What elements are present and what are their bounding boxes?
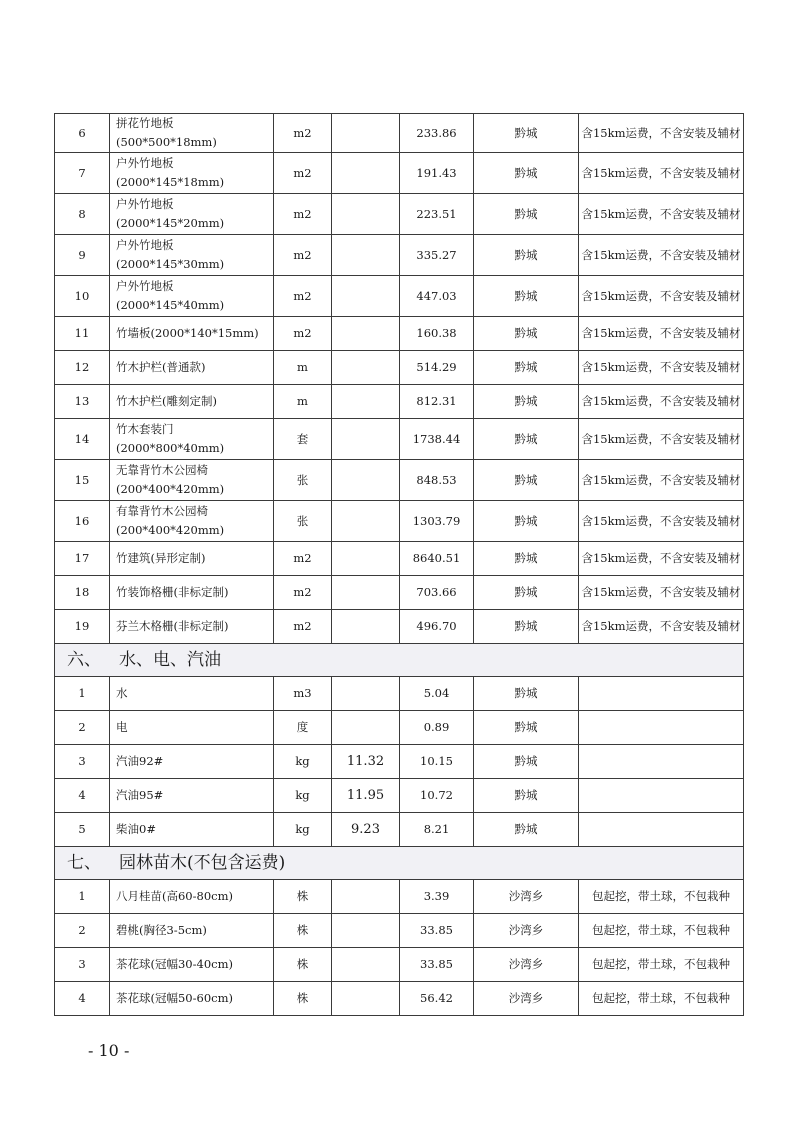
table-row (55, 153, 744, 194)
cell-place: 黔城 (474, 317, 579, 351)
table-row (55, 914, 744, 948)
cell-unit: 株 (274, 982, 332, 1016)
cell-unit: m2 (274, 542, 332, 576)
cell-extra-price (332, 460, 400, 501)
cell-number: 18 (55, 576, 110, 610)
cell-extra-price: 11.32 (332, 745, 400, 779)
cell-extra-price (332, 276, 400, 317)
cell-name (110, 542, 274, 576)
table-row (55, 419, 744, 460)
cell-price: 0.89 (400, 711, 474, 745)
cell-number: 8 (55, 194, 110, 235)
cell-unit: 株 (274, 880, 332, 914)
table-row (55, 385, 744, 419)
name-line: 水 (116, 686, 128, 700)
cell-note: 含15km运费，不含安装及辅材 (579, 194, 744, 235)
cell-extra-price (332, 419, 400, 460)
cell-price: 191.43 (400, 153, 474, 194)
cell-unit: m (274, 351, 332, 385)
table-row (55, 813, 744, 847)
cell-extra-price (332, 385, 400, 419)
table-row (55, 460, 744, 501)
section-title: 水、电、汽油 (119, 649, 221, 670)
name-line: 竹建筑(异形定制) (116, 551, 206, 565)
bamboo-products-rows (55, 114, 744, 644)
cell-extra-price: 9.23 (332, 813, 400, 847)
section-heading (55, 847, 744, 880)
cell-note (579, 779, 744, 813)
cell-name (110, 235, 274, 276)
name-line: 竹装饰格栅(非标定制) (116, 585, 229, 599)
name-line: 竹墙板(2000*140*15mm) (116, 326, 259, 340)
cell-unit: 株 (274, 914, 332, 948)
cell-number: 11 (55, 317, 110, 351)
name-line: (2000*145*18mm) (116, 175, 225, 189)
cell-number: 6 (55, 114, 110, 153)
cell-place: 黔城 (474, 501, 579, 542)
cell-number: 3 (55, 745, 110, 779)
name-line: 有靠背竹木公园椅 (116, 504, 208, 518)
name-line: 碧桃(胸径3-5cm) (116, 923, 207, 937)
cell-price: 33.85 (400, 914, 474, 948)
name-line: (2000*145*40mm) (116, 298, 225, 312)
section-number: 六、 (67, 649, 101, 670)
cell-place: 黔城 (474, 711, 579, 745)
cell-place: 黔城 (474, 745, 579, 779)
name-line: (200*400*420mm) (116, 523, 225, 537)
cell-price: 3.39 (400, 880, 474, 914)
name-line: 八月桂苗(高60-80cm) (116, 889, 233, 903)
cell-extra-price (332, 948, 400, 982)
cell-name (110, 813, 274, 847)
cell-note: 包起挖，带土球，不包栽种 (579, 982, 744, 1016)
table-row (55, 114, 744, 153)
cell-name (110, 948, 274, 982)
name-line: 电 (116, 720, 128, 734)
cell-note: 含15km运费，不含安装及辅材 (579, 610, 744, 644)
cell-place: 黔城 (474, 419, 579, 460)
table-row (55, 948, 744, 982)
cell-extra-price (332, 194, 400, 235)
cell-note: 含15km运费，不含安装及辅材 (579, 351, 744, 385)
cell-price: 703.66 (400, 576, 474, 610)
name-line: 竹木护栏(雕刻定制) (116, 394, 217, 408)
cell-number: 9 (55, 235, 110, 276)
cell-price: 160.38 (400, 317, 474, 351)
cell-number: 12 (55, 351, 110, 385)
cell-unit: m2 (274, 153, 332, 194)
cell-name (110, 677, 274, 711)
table-row (55, 501, 744, 542)
section-heading (55, 644, 744, 677)
cell-place: 沙湾乡 (474, 914, 579, 948)
table-row (55, 880, 744, 914)
cell-place: 黔城 (474, 576, 579, 610)
cell-extra-price (332, 235, 400, 276)
name-line: 户外竹地板 (116, 156, 174, 170)
cell-note: 含15km运费，不含安装及辅材 (579, 385, 744, 419)
cell-note (579, 711, 744, 745)
cell-place: 黔城 (474, 779, 579, 813)
cell-place: 黔城 (474, 677, 579, 711)
cell-unit: m2 (274, 576, 332, 610)
cell-unit: m2 (274, 114, 332, 153)
name-line: (2000*145*30mm) (116, 257, 225, 271)
name-line: (200*400*420mm) (116, 482, 225, 496)
cell-place: 沙湾乡 (474, 982, 579, 1016)
cell-place: 黔城 (474, 542, 579, 576)
cell-extra-price (332, 711, 400, 745)
cell-name (110, 385, 274, 419)
cell-note: 含15km运费，不含安装及辅材 (579, 501, 744, 542)
cell-number: 7 (55, 153, 110, 194)
cell-price: 33.85 (400, 948, 474, 982)
name-line: 竹木套装门 (116, 422, 174, 436)
cell-unit: kg (274, 779, 332, 813)
cell-name (110, 914, 274, 948)
cell-place: 黔城 (474, 351, 579, 385)
cell-number: 1 (55, 677, 110, 711)
cell-note: 含15km运费，不含安装及辅材 (579, 460, 744, 501)
cell-extra-price (332, 317, 400, 351)
cell-name (110, 779, 274, 813)
cell-price: 10.15 (400, 745, 474, 779)
cell-note: 含15km运费，不含安装及辅材 (579, 153, 744, 194)
cell-place: 黔城 (474, 385, 579, 419)
table-row (55, 276, 744, 317)
cell-name (110, 880, 274, 914)
cell-unit: m2 (274, 235, 332, 276)
cell-price: 5.04 (400, 677, 474, 711)
cell-price: 8640.51 (400, 542, 474, 576)
cell-unit: m2 (274, 610, 332, 644)
cell-number: 14 (55, 419, 110, 460)
name-line: (2000*145*20mm) (116, 216, 225, 230)
cell-unit: kg (274, 745, 332, 779)
cell-name (110, 982, 274, 1016)
name-line: 茶花球(冠幅30-40cm) (116, 957, 233, 971)
name-line: 汽油92# (116, 754, 164, 768)
name-line: 茶花球(冠幅50-60cm) (116, 991, 233, 1005)
cell-price: 514.29 (400, 351, 474, 385)
cell-extra-price (332, 114, 400, 153)
cell-note: 含15km运费，不含安装及辅材 (579, 235, 744, 276)
page-number: - 10 - (88, 1041, 130, 1060)
cell-unit: 张 (274, 501, 332, 542)
cell-name (110, 460, 274, 501)
cell-extra-price (332, 677, 400, 711)
table-row (55, 745, 744, 779)
cell-extra-price (332, 501, 400, 542)
cell-number: 2 (55, 914, 110, 948)
cell-unit: 度 (274, 711, 332, 745)
cell-name (110, 419, 274, 460)
cell-note: 包起挖，带土球，不包栽种 (579, 914, 744, 948)
cell-place: 沙湾乡 (474, 880, 579, 914)
cell-price: 10.72 (400, 779, 474, 813)
name-line: 柴油0# (116, 822, 156, 836)
cell-unit: m (274, 385, 332, 419)
cell-number: 2 (55, 711, 110, 745)
section-header (55, 644, 744, 677)
cell-extra-price (332, 576, 400, 610)
cell-place: 黔城 (474, 114, 579, 153)
price-table (54, 113, 744, 1016)
cell-name (110, 153, 274, 194)
cell-number: 19 (55, 610, 110, 644)
cell-extra-price (332, 914, 400, 948)
cell-unit: kg (274, 813, 332, 847)
cell-note: 包起挖，带土球，不包栽种 (579, 948, 744, 982)
cell-number: 15 (55, 460, 110, 501)
cell-price: 56.42 (400, 982, 474, 1016)
cell-name (110, 576, 274, 610)
cell-number: 3 (55, 948, 110, 982)
table-row (55, 610, 744, 644)
cell-price: 848.53 (400, 460, 474, 501)
cell-number: 16 (55, 501, 110, 542)
cell-number: 17 (55, 542, 110, 576)
cell-price: 812.31 (400, 385, 474, 419)
section-header (55, 847, 744, 880)
plant-rows (55, 880, 744, 1016)
table-row (55, 982, 744, 1016)
table-row (55, 194, 744, 235)
cell-note: 含15km运费，不含安装及辅材 (579, 276, 744, 317)
section-seven (55, 847, 744, 880)
cell-number: 4 (55, 982, 110, 1016)
name-line: 户外竹地板 (116, 238, 174, 252)
name-line: 拼花竹地板(500*500*18mm) (116, 116, 217, 149)
cell-unit: 张 (274, 460, 332, 501)
cell-unit: 株 (274, 948, 332, 982)
cell-note: 含15km运费，不含安装及辅材 (579, 576, 744, 610)
name-line: 户外竹地板 (116, 197, 174, 211)
cell-place: 黔城 (474, 610, 579, 644)
cell-price: 233.86 (400, 114, 474, 153)
cell-name (110, 276, 274, 317)
utility-rows (55, 677, 744, 847)
cell-price: 447.03 (400, 276, 474, 317)
cell-price: 1738.44 (400, 419, 474, 460)
cell-place: 黔城 (474, 276, 579, 317)
cell-name (110, 501, 274, 542)
cell-extra-price (332, 542, 400, 576)
cell-place: 沙湾乡 (474, 948, 579, 982)
table-row (55, 711, 744, 745)
cell-extra-price (332, 982, 400, 1016)
cell-extra-price (332, 880, 400, 914)
cell-unit: m2 (274, 317, 332, 351)
name-line: 芬兰木格栅(非标定制) (116, 619, 229, 633)
cell-name (110, 610, 274, 644)
cell-name (110, 194, 274, 235)
cell-note (579, 677, 744, 711)
table-row (55, 542, 744, 576)
table-row (55, 351, 744, 385)
cell-name (110, 317, 274, 351)
cell-number: 5 (55, 813, 110, 847)
name-line: 户外竹地板 (116, 279, 174, 293)
section-title: 园林苗木(不包含运费) (119, 852, 286, 873)
cell-name (110, 745, 274, 779)
name-line: (2000*800*40mm) (116, 441, 225, 455)
cell-note: 含15km运费，不含安装及辅材 (579, 114, 744, 153)
table-row (55, 779, 744, 813)
cell-price: 223.51 (400, 194, 474, 235)
cell-extra-price (332, 610, 400, 644)
name-line: 竹木护栏(普通款) (116, 360, 206, 374)
cell-note: 包起挖，带土球，不包栽种 (579, 880, 744, 914)
cell-price: 1303.79 (400, 501, 474, 542)
cell-name (110, 114, 274, 153)
cell-price: 335.27 (400, 235, 474, 276)
table-row (55, 576, 744, 610)
cell-unit: m3 (274, 677, 332, 711)
cell-price: 8.21 (400, 813, 474, 847)
table-row (55, 235, 744, 276)
cell-number: 10 (55, 276, 110, 317)
cell-place: 黔城 (474, 460, 579, 501)
cell-note: 含15km运费，不含安装及辅材 (579, 419, 744, 460)
table-row (55, 317, 744, 351)
section-number: 七、 (67, 852, 101, 873)
cell-extra-price: 11.95 (332, 779, 400, 813)
section-six (55, 644, 744, 677)
cell-number: 4 (55, 779, 110, 813)
cell-note (579, 813, 744, 847)
cell-extra-price (332, 351, 400, 385)
cell-number: 13 (55, 385, 110, 419)
cell-note: 含15km运费，不含安装及辅材 (579, 317, 744, 351)
cell-number: 1 (55, 880, 110, 914)
cell-unit: m2 (274, 194, 332, 235)
cell-unit: 套 (274, 419, 332, 460)
name-line: 汽油95# (116, 788, 164, 802)
cell-note (579, 745, 744, 779)
cell-place: 黔城 (474, 153, 579, 194)
cell-note: 含15km运费，不含安装及辅材 (579, 542, 744, 576)
table-row (55, 677, 744, 711)
cell-price: 496.70 (400, 610, 474, 644)
cell-extra-price (332, 153, 400, 194)
cell-place: 黔城 (474, 194, 579, 235)
cell-place: 黔城 (474, 813, 579, 847)
cell-name (110, 351, 274, 385)
name-line: 无靠背竹木公园椅 (116, 463, 208, 477)
cell-unit: m2 (274, 276, 332, 317)
cell-place: 黔城 (474, 235, 579, 276)
cell-name (110, 711, 274, 745)
